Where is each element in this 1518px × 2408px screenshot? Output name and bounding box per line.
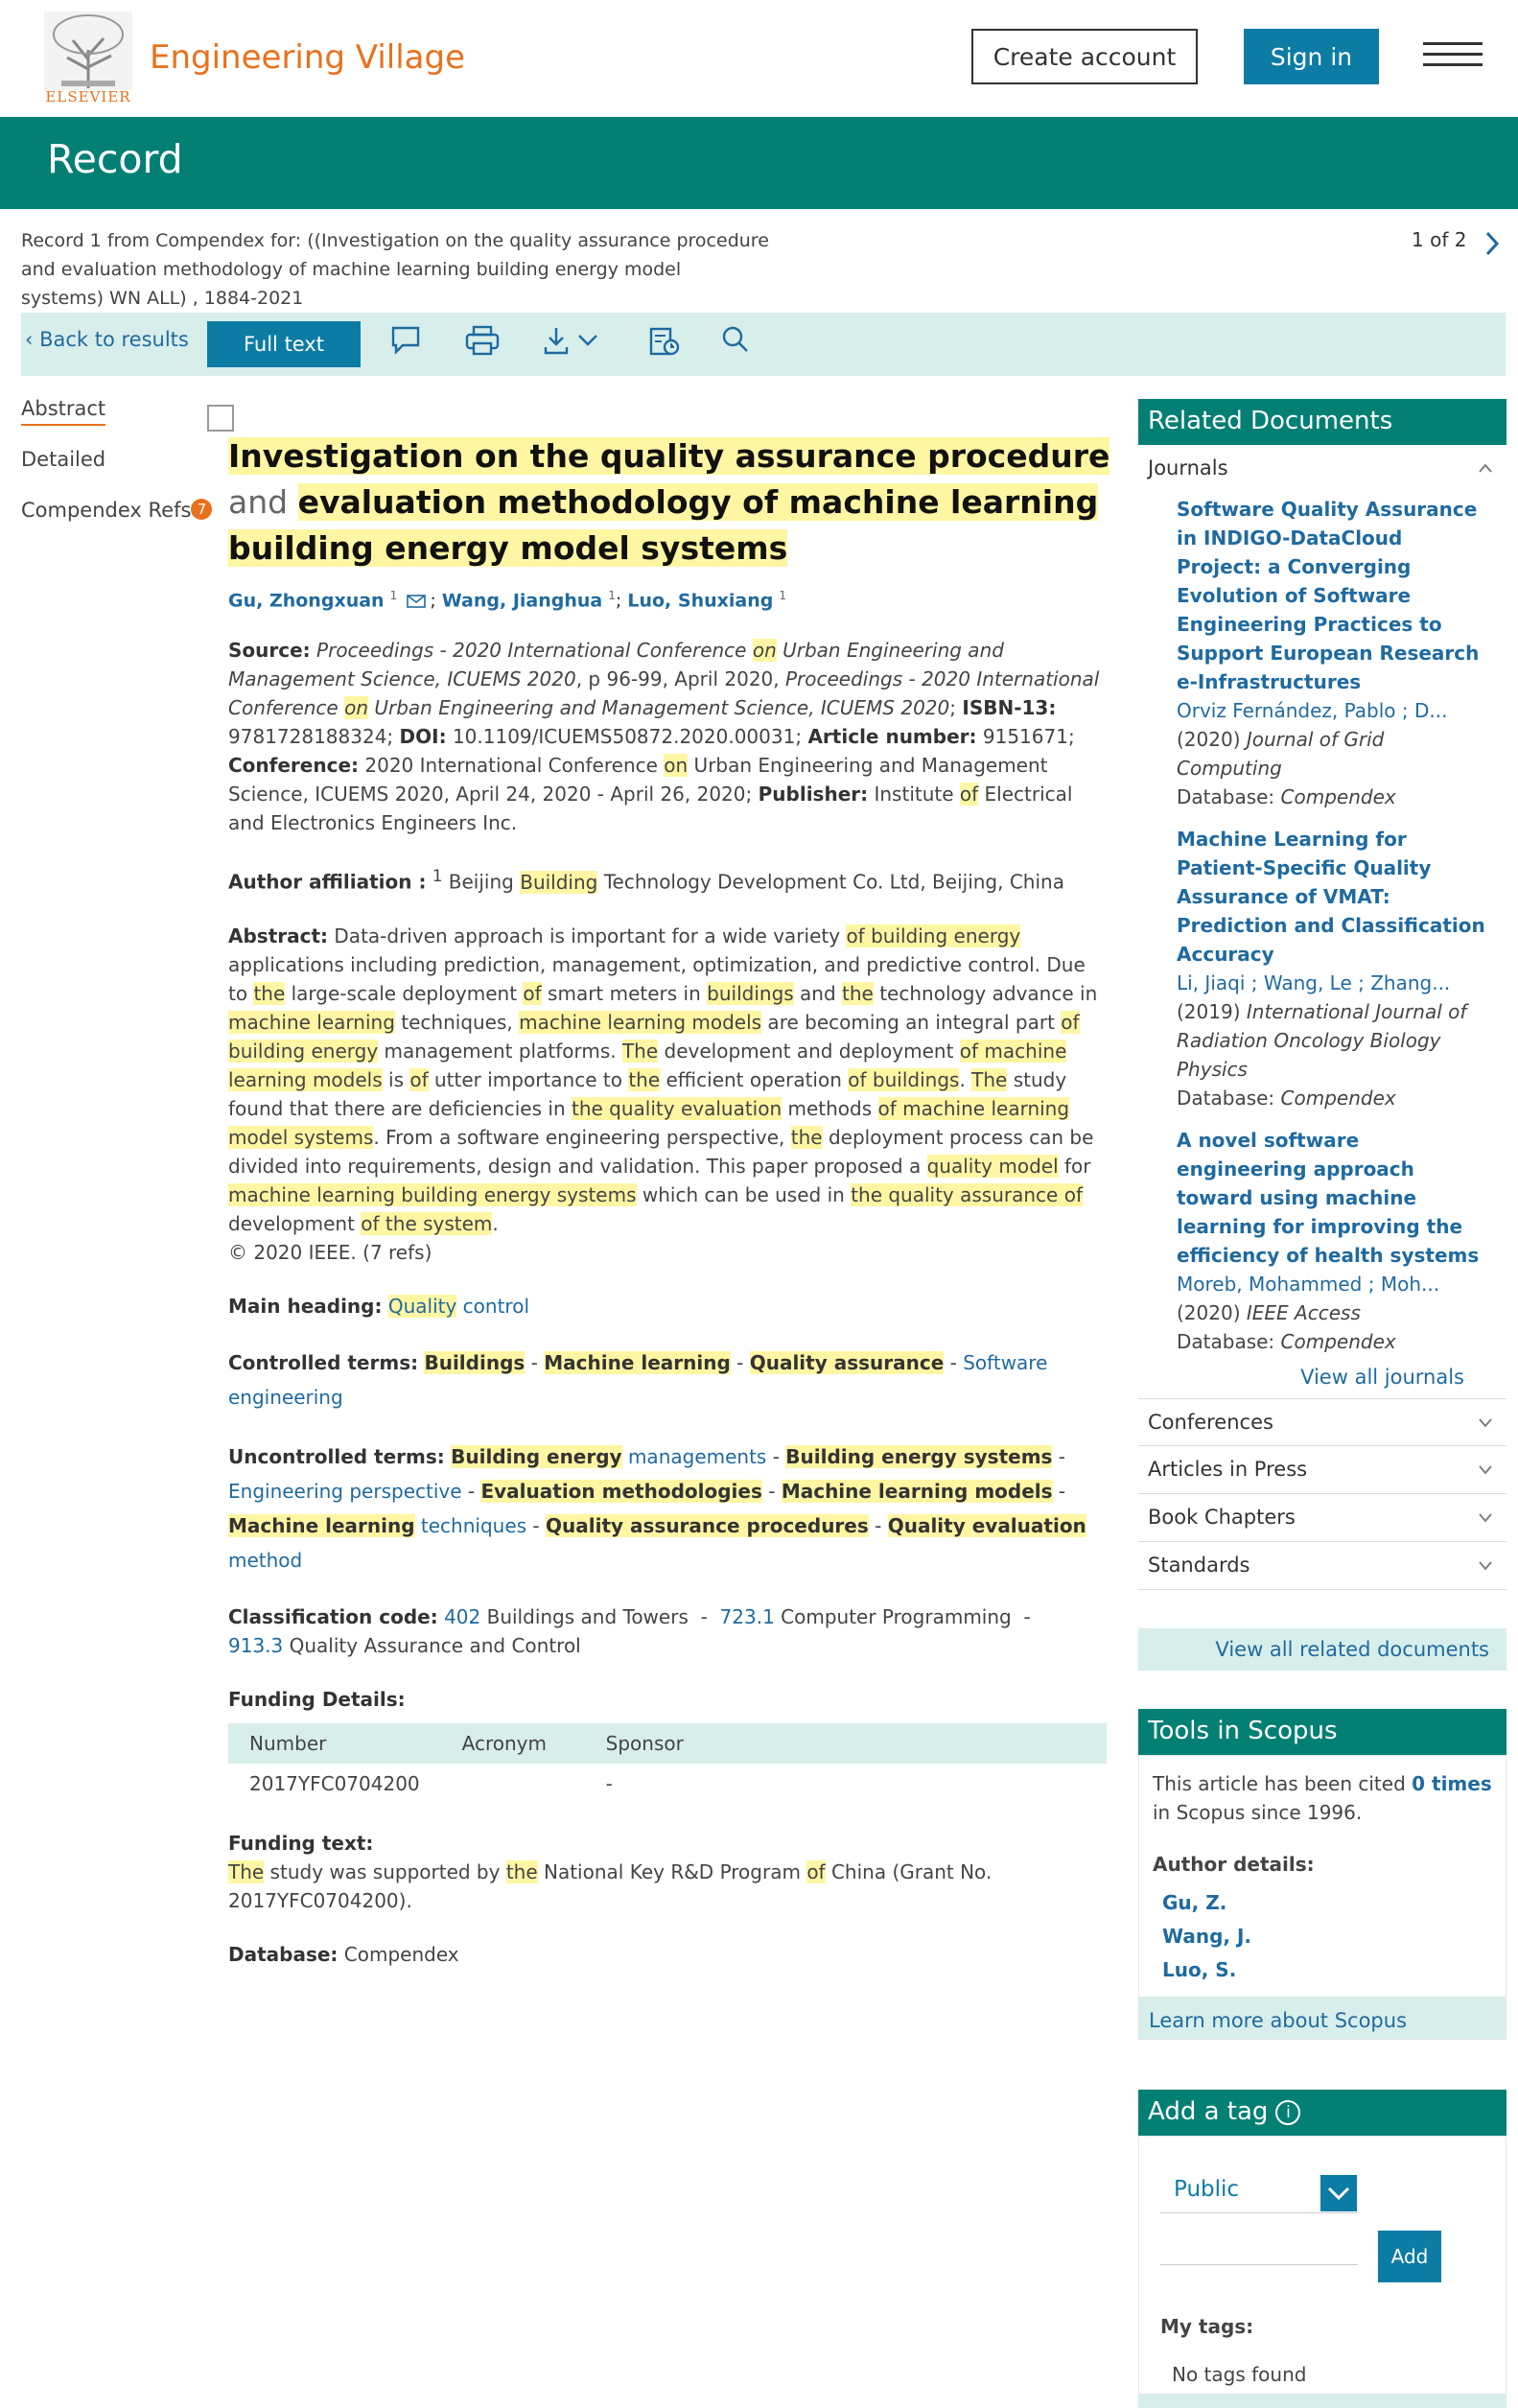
related-document	[1138, 489, 1506, 819]
related-document-source: (2020) Journal of Grid Computing	[1177, 728, 1385, 780]
learn-more-scopus-link[interactable]: Learn more about Scopus	[1139, 1997, 1506, 2039]
funding-text	[228, 1860, 992, 1912]
right-sidebar	[1138, 399, 1506, 2408]
highlighted-text: machine learning building energy systems	[228, 1182, 637, 1206]
highlighted-text: quality model	[926, 1154, 1059, 1178]
text-segment: methods	[782, 1096, 878, 1120]
text-segment: technology advance in	[873, 981, 1098, 1005]
text-segment: and	[793, 981, 843, 1005]
text-segment: large-scale deployment	[285, 981, 524, 1005]
funding-text-block: Funding text: The study was supported by the National Key R&D Program of China (Grant No. 2017YFC0704200).	[228, 1831, 993, 1912]
text-segment: smart meters in	[541, 981, 708, 1005]
related-document-source: (2019) International Journal of Radiation Oncology Biology Physics	[1177, 1000, 1467, 1081]
chevron-up-icon	[1478, 462, 1493, 474]
scopus-author-link[interactable]: Gu, Z.	[1162, 1891, 1227, 1914]
view-all-related-documents-link[interactable]: View all related documents	[1138, 1628, 1506, 1671]
page-title: Record	[47, 136, 183, 182]
highlighted-text: of machine learning models	[228, 1039, 1067, 1091]
table-row: 2017YFC0704200 -	[249, 1771, 613, 1795]
index-term-link[interactable]: Machine learning techniques	[228, 1513, 527, 1537]
author-link[interactable]: Gu, Zhongxuan	[228, 590, 385, 612]
text-segment: study found that there are deficiencies in	[228, 1067, 1067, 1120]
record-pager: 1 of 2	[1412, 228, 1467, 251]
related-document	[1138, 1120, 1506, 1364]
related-document-title[interactable]: Software Quality Assurance in INDIGO-DataCloud Project: a Converging Evolution of Software Engineering Practices to Support European Research e-Infrastructures	[1177, 498, 1480, 693]
related-document-authors[interactable]: Li, Jiaqi ; Wang, Le ; Zhang...	[1177, 971, 1451, 994]
text-segment: applications including prediction, management, optimization, and predictive control. Due to	[228, 952, 1086, 1005]
related-document-title[interactable]: A novel software engineering approach toward using machine learning for improving the efficiency of health systems	[1177, 1129, 1480, 1267]
tag-input[interactable]	[1160, 2227, 1358, 2265]
text-segment: are becoming an integral part	[761, 1010, 1062, 1034]
text-segment: management platforms.	[378, 1039, 622, 1063]
refs-count-badge: 7	[191, 499, 212, 520]
classification-code-link[interactable]: 913.3	[228, 1633, 284, 1657]
index-term-link[interactable]: Engineering perspective	[228, 1479, 462, 1503]
text-segment: is	[382, 1067, 410, 1091]
add-tag-button[interactable]: Add	[1378, 2231, 1441, 2282]
uncontrolled-terms: Building energy managements - Building energy systems - Engineering perspective - Evaluation methodologies - Machine learning models - Machine learning techniques - Quality assurance procedures - Quality evaluation method	[228, 1444, 1086, 1572]
text-segment: efficient operation	[660, 1067, 849, 1091]
highlighted-text: the	[505, 1859, 538, 1883]
text-segment: .	[492, 1211, 499, 1235]
text-segment: techniques,	[394, 1010, 520, 1034]
highlighted-text: of building energy	[846, 923, 1021, 947]
text-segment: for	[1058, 1154, 1091, 1178]
highlighted-text: of	[409, 1067, 429, 1091]
create-account-button[interactable]: Create account	[971, 29, 1198, 84]
highlighted-text: buildings	[707, 981, 794, 1005]
highlighted-text: of the system	[361, 1211, 493, 1235]
classification-block: Classification code: 402 Buildings and Towers - 723.1 Computer Programming - 913.3 Quality Assurance and Control	[228, 1604, 1031, 1657]
tools-in-scopus-header: Tools in Scopus	[1138, 1709, 1506, 1755]
text-segment: development and deployment	[658, 1039, 960, 1063]
chevron-down-icon	[1478, 1416, 1493, 1428]
save-to-folder-icon[interactable]	[648, 324, 681, 357]
search-icon[interactable]	[721, 324, 750, 357]
highlighted-text: the	[628, 1067, 661, 1091]
index-term-link[interactable]: Software engineering	[228, 1350, 1048, 1409]
classification-code-link[interactable]: 402	[444, 1604, 481, 1628]
comment-icon[interactable]	[389, 324, 422, 357]
chevron-down-icon	[1478, 1511, 1493, 1523]
index-term-link[interactable]: Evaluation methodologies	[480, 1479, 762, 1503]
related-document-authors[interactable]: Moreb, Mohammed ; Moh...	[1177, 1273, 1440, 1296]
highlighted-text: The	[228, 1859, 265, 1883]
highlighted-text: of machine learning model systems	[228, 1096, 1070, 1149]
back-to-results-link[interactable]: ‹ Back to results	[25, 328, 189, 351]
highlighted-text: the quality evaluation	[571, 1096, 782, 1120]
elsevier-tree-logo-icon[interactable]	[44, 12, 132, 90]
nav-compendex-refs[interactable]: Compendex Refs 7	[21, 499, 213, 549]
chevron-down-icon	[1478, 1559, 1493, 1571]
highlighted-text: of	[523, 981, 542, 1005]
highlighted-text: the quality assurance of	[851, 1182, 1083, 1206]
author-link[interactable]: Luo, Shuxiang	[627, 590, 774, 612]
cited-times-link[interactable]: 0 times	[1412, 1772, 1492, 1795]
tag-visibility-select[interactable]: Public	[1160, 2171, 1358, 2213]
author-link[interactable]: Wang, Jianghua	[441, 590, 603, 612]
sign-in-button[interactable]: Sign in	[1244, 29, 1379, 84]
highlighted-text: the	[253, 981, 286, 1005]
highlighted-text: The	[621, 1039, 659, 1063]
funding-header-sponsor: Sponsor	[585, 1723, 1107, 1764]
brand-title[interactable]: Engineering Village	[150, 38, 465, 77]
abstract-text	[228, 924, 1097, 1235]
full-text-button[interactable]: Full text	[207, 321, 361, 367]
text-segment: deployment process can be divided into requirements, design and validation. This paper proposed a	[228, 1125, 1094, 1178]
related-documents-header: Related Documents	[1138, 399, 1506, 445]
hamburger-menu-icon[interactable]	[1423, 42, 1483, 71]
related-document-database: Database: Compendex	[1177, 785, 1396, 808]
record-query-line: Record 1 from Compendex for: ((Investigation on the quality assurance procedure and evaluation methodology of machine learning building energy model systems) WN ALL) , 1884-2021	[21, 230, 769, 309]
text-segment: Data-driven approach is important for a wide variety	[334, 923, 847, 947]
text-segment: which can be used in	[636, 1182, 852, 1206]
chevron-down-icon	[1478, 1463, 1493, 1475]
related-document-database: Database: Compendex	[1177, 1330, 1396, 1353]
author-details-label: Author details:	[1153, 1853, 1315, 1876]
funding-block: Funding Details: Number Acronym Sponsor 2017YFC0704200 -	[228, 1685, 1110, 1804]
category-standards[interactable]: Standards	[1138, 1542, 1506, 1590]
uncontrolled-terms-block: Uncontrolled terms: Building energy managements - Building energy systems - Engineering perspective - Evaluation methodologies - Machine learning models - Machine learning techniques - Quality assurance procedures - Quality evaluation method	[228, 1444, 1086, 1572]
site-header	[0, 0, 1518, 117]
tools-in-scopus	[1138, 1709, 1506, 2040]
highlighted-text: The	[971, 1067, 1008, 1091]
related-document-source: (2020) IEEE Access	[1177, 1301, 1361, 1324]
title-segment: evaluation methodology of machine learning building energy model systems	[228, 483, 1099, 567]
index-term-link[interactable]: Buildings	[424, 1350, 525, 1374]
text-segment: development	[228, 1211, 362, 1235]
related-document-database: Database: Compendex	[1177, 1087, 1396, 1110]
chevron-down-icon[interactable]	[1320, 2175, 1357, 2211]
text-segment: study was supported by	[264, 1859, 506, 1883]
controlled-terms: Buildings - Machine learning - Quality assurance - Software engineering	[228, 1350, 1048, 1409]
highlighted-text: of building energy	[228, 1010, 1080, 1063]
title-segment: Investigation on the quality assurance procedure	[228, 437, 1110, 475]
category-articles-in-press[interactable]: Articles in Press	[1138, 1446, 1506, 1494]
article-title	[228, 433, 1110, 572]
author-list: Gu, Zhongxuan $^1$ ; Wang, Jianghua $^1$; Luo, Shuxiang $^1$	[228, 589, 787, 612]
highlighted-text: of buildings	[848, 1067, 960, 1091]
related-document-title[interactable]: Machine Learning for Patient-Specific Quality Assurance of VMAT: Prediction and Classification Accuracy	[1177, 828, 1485, 966]
scopus-author-link[interactable]: Luo, S.	[1162, 1958, 1237, 1981]
page-banner	[0, 117, 1518, 209]
chevron-left-icon: ‹	[25, 328, 40, 351]
main-heading-link[interactable]: Quality control	[387, 1294, 529, 1318]
email-icon[interactable]	[407, 594, 426, 609]
nav-detailed[interactable]: Detailed	[21, 448, 106, 471]
download-dropdown-icon[interactable]	[543, 324, 606, 357]
journals-toggle[interactable]: Journals	[1138, 445, 1506, 489]
view-all-journals-link[interactable]: View all journals	[1300, 1366, 1464, 1389]
info-icon[interactable]: i	[1275, 2100, 1300, 2125]
add-tag-panel	[1138, 2090, 1506, 2408]
related-document-authors[interactable]: Orviz Fernández, Pablo ; D...	[1177, 699, 1448, 722]
highlighted-text: of	[806, 1859, 826, 1883]
scopus-author-link[interactable]: Wang, J.	[1162, 1925, 1251, 1948]
highlighted-text: machine learning models	[519, 1010, 762, 1034]
text-segment: National Key R&D Program	[537, 1859, 807, 1883]
category-conferences[interactable]: Conferences	[1138, 1398, 1506, 1446]
my-tags-label: My tags:	[1160, 2315, 1254, 2338]
chevron-right-icon[interactable]	[1483, 230, 1502, 257]
index-term-link[interactable]: Machine learning	[544, 1350, 731, 1374]
index-term-link[interactable]: Quality evaluation method	[228, 1513, 1086, 1572]
no-tags-text: No tags found	[1172, 2363, 1307, 2386]
select-record-checkbox[interactable]	[207, 405, 234, 432]
database-block: Database: Compendex	[228, 1942, 459, 1966]
funding-table	[228, 1723, 1107, 1804]
text-segment: utter importance to	[428, 1067, 629, 1091]
funding-header-number: Number	[228, 1723, 441, 1764]
index-term-link[interactable]: Building energy systems	[785, 1444, 1053, 1468]
index-term-link[interactable]: Quality assurance	[749, 1350, 945, 1374]
affiliation-block: Author affiliation : $^1$ Beijing Building Technology Development Co. Ltd, Beijing, China	[228, 867, 1064, 894]
highlighted-text: the	[790, 1125, 823, 1149]
text-segment: . From a software engineering perspective,	[373, 1125, 791, 1149]
record-main	[228, 401, 1110, 1969]
cited-by-text: This article has been cited 0 times in Scopus since 1996.	[1153, 1772, 1492, 1824]
text-segment: China (Grant No. 2017YFC0704200).	[228, 1859, 993, 1912]
abstract-block: Abstract: Data-driven approach is important for a wide variety of building energy applications including prediction, management, optimization, and predictive control. Due to the large-scale deployment of smart meters in buildings and the technology advance in machine learning techniques, machine learning models are becoming an integral part of building energy management platforms. The development and deployment of machine learning models is of utter importance to the efficient operation of buildings. The study found that there are deficiencies in the quality evaluation methods of machine learning model systems. From a software engineering perspective, the deployment process can be divided into requirements, design and validation. This paper proposed a quality model for machine learning building energy systems which can be used in the quality assurance of development of the system. © 2020 IEEE. (7 refs)	[228, 923, 1098, 1264]
category-book-chapters[interactable]: Book Chapters	[1138, 1494, 1506, 1542]
nav-abstract[interactable]: Abstract	[21, 397, 213, 448]
highlighted-text: machine learning	[228, 1010, 395, 1034]
related-documents	[1138, 445, 1506, 1590]
text-segment: .	[959, 1067, 972, 1091]
elsevier-wordmark: ELSEVIER	[45, 88, 131, 105]
classification-code-link[interactable]: 723.1	[719, 1604, 775, 1628]
record-toolbar	[21, 313, 1506, 376]
controlled-terms-block: Controlled terms: Buildings - Machine learning - Quality assurance - Software engineering	[228, 1350, 1048, 1409]
highlighted-text: the	[842, 981, 874, 1005]
related-document	[1138, 819, 1506, 1120]
record-section-nav	[21, 397, 213, 549]
index-term-link[interactable]: Building energy managements	[451, 1444, 767, 1468]
print-icon[interactable]	[464, 324, 501, 357]
index-term-link[interactable]: Quality assurance procedures	[546, 1513, 869, 1537]
copyright: © 2020 IEEE. (7 refs)	[228, 1240, 432, 1264]
add-tag-header: Add a tag i	[1138, 2090, 1506, 2136]
index-term-link[interactable]: Machine learning models	[781, 1479, 1053, 1503]
source-block: Source: Proceedings - 2020 International Conference on Urban Engineering and Management Science, ICUEMS 2020, p 96-99, April 2020, Proceedings - 2020 International Conference on Urban Engineering and Management Science, ICUEMS 2020; ISBN-13: 9781728188324; DOI: 10.1109/ICUEMS50872.2020.00031; Article number: 9151671; Conference: 2020 International Conference on Urban Engineering and Management Science, ICUEMS 2020, April 24, 2020 - April 26, 2020; Publisher: Institute of Electrical and Electronics Engineers Inc.	[228, 639, 1100, 835]
funding-header-acronym: Acronym	[441, 1723, 585, 1764]
title-segment: and	[228, 483, 298, 521]
main-heading-block: Main heading: Quality control	[228, 1294, 529, 1318]
